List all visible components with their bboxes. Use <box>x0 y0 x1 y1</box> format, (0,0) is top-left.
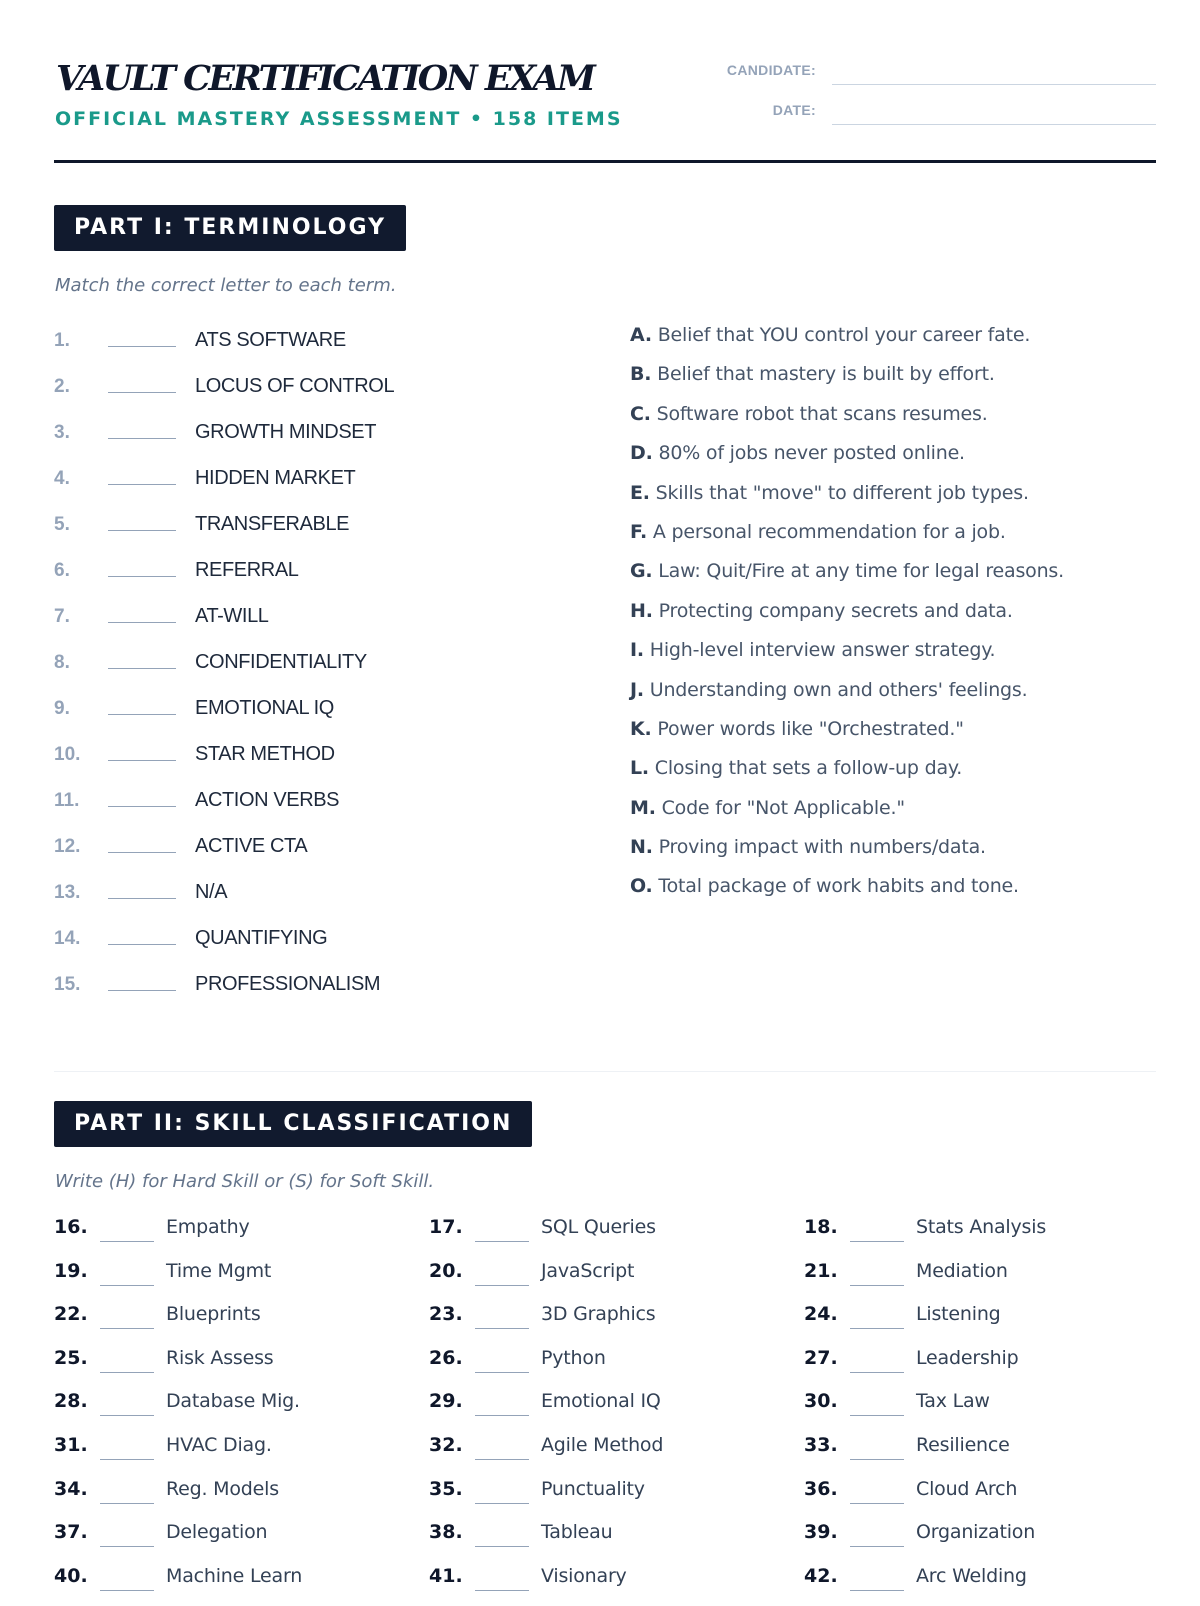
skill-item <box>804 1345 1164 1385</box>
skill-item <box>429 1345 789 1385</box>
answer-blank[interactable] <box>100 1328 154 1329</box>
definition-letter: A. <box>630 324 652 346</box>
definition-item <box>630 442 1170 481</box>
answer-blank[interactable] <box>108 944 176 945</box>
answer-blank[interactable] <box>100 1415 154 1416</box>
skill-label: Punctuality <box>541 1477 645 1500</box>
definition-item <box>630 324 1170 363</box>
skill-label: Tax Law <box>916 1390 990 1413</box>
definition-item <box>630 836 1170 875</box>
skill-label: Organization <box>916 1521 1036 1544</box>
term-number: 7. <box>54 606 70 627</box>
skill-row <box>54 1345 1164 1389</box>
term-number: 3. <box>54 422 70 443</box>
answer-blank[interactable] <box>108 438 176 439</box>
skill-item <box>54 1345 414 1385</box>
answer-blank[interactable] <box>100 1241 154 1242</box>
answer-blank[interactable] <box>108 392 176 393</box>
answer-blank[interactable] <box>475 1546 529 1547</box>
candidate-line[interactable] <box>832 84 1156 85</box>
term-label: AT-WILL <box>195 605 269 627</box>
term-label: REFERRAL <box>195 559 299 581</box>
skill-number: 40. <box>54 1564 88 1587</box>
skill-item <box>804 1476 1164 1516</box>
skill-number: 18. <box>804 1216 838 1238</box>
definition-letter: K. <box>630 717 652 740</box>
term-number: 13. <box>54 882 81 903</box>
term-label: STAR METHOD <box>195 743 335 765</box>
skill-number: 36. <box>804 1477 838 1500</box>
term-number: 11. <box>54 790 80 811</box>
answer-blank[interactable] <box>475 1328 529 1329</box>
answer-blank[interactable] <box>475 1590 529 1591</box>
header-divider <box>54 160 1156 163</box>
definition-letter: B. <box>630 363 652 386</box>
skill-label: Risk Assess <box>166 1346 274 1369</box>
terms-list <box>54 326 574 1016</box>
answer-blank[interactable] <box>100 1546 154 1547</box>
term-row <box>54 694 574 740</box>
definition-text: Code for "Not Applicable." <box>661 796 905 819</box>
definition-item <box>630 797 1170 836</box>
skill-item <box>429 1519 789 1559</box>
definition-text: Proving impact with numbers/data. <box>658 836 986 859</box>
skill-label: Resilience <box>916 1433 1010 1456</box>
definitions-list <box>630 324 1170 915</box>
term-number: 1. <box>54 330 70 351</box>
skill-label: Machine Learn <box>166 1564 303 1587</box>
skill-label: Stats Analysis <box>916 1216 1047 1238</box>
answer-blank[interactable] <box>100 1503 154 1504</box>
skill-item <box>804 1563 1164 1603</box>
skill-item <box>429 1476 789 1516</box>
skill-label: Visionary <box>541 1564 627 1587</box>
term-label: QUANTIFYING <box>195 927 328 949</box>
definition-text: Understanding own and others' feelings. <box>649 678 1028 701</box>
skill-number: 25. <box>54 1346 88 1369</box>
date-field <box>690 100 1156 124</box>
skill-item <box>429 1258 789 1298</box>
answer-blank[interactable] <box>108 714 176 715</box>
skill-number: 39. <box>804 1521 838 1544</box>
definition-letter: I. <box>630 639 644 662</box>
answer-blank[interactable] <box>475 1372 529 1373</box>
answer-blank[interactable] <box>475 1503 529 1504</box>
term-number: 4. <box>54 468 70 489</box>
definition-item <box>630 363 1170 402</box>
skill-label: HVAC Diag. <box>166 1433 272 1456</box>
term-row <box>54 832 574 878</box>
skill-row <box>54 1519 1164 1563</box>
answer-blank[interactable] <box>108 668 176 669</box>
skill-label: Delegation <box>166 1521 268 1544</box>
definition-text: 80% of jobs never posted online. <box>658 442 965 465</box>
term-number: 6. <box>54 560 70 581</box>
skill-item <box>429 1432 789 1472</box>
term-label: GROWTH MINDSET <box>195 421 377 443</box>
definition-item <box>630 482 1170 521</box>
skill-number: 42. <box>804 1564 838 1587</box>
skill-number: 20. <box>429 1259 463 1282</box>
definition-text: Protecting company secrets and data. <box>658 599 1013 622</box>
skill-label: Tableau <box>541 1521 613 1544</box>
section-divider <box>54 1071 1156 1072</box>
definition-letter: C. <box>630 402 651 425</box>
term-row <box>54 464 574 510</box>
skill-number: 17. <box>429 1216 463 1238</box>
answer-blank[interactable] <box>475 1415 529 1416</box>
date-line[interactable] <box>832 124 1156 125</box>
term-row <box>54 556 574 602</box>
skill-number: 41. <box>429 1564 463 1587</box>
definition-item <box>630 560 1170 599</box>
skill-label: Arc Welding <box>916 1564 1027 1587</box>
skill-number: 31. <box>54 1433 88 1456</box>
term-row <box>54 970 574 1016</box>
skills-grid <box>54 1214 1164 1606</box>
definition-letter: G. <box>630 560 653 583</box>
skill-number: 28. <box>54 1390 88 1413</box>
term-label: TRANSFERABLE <box>195 513 350 535</box>
definition-text: Total package of work habits and tone. <box>658 875 1019 898</box>
definition-item <box>630 521 1170 560</box>
skill-number: 35. <box>429 1477 463 1500</box>
answer-blank[interactable] <box>108 346 176 347</box>
term-label: PROFESSIONALISM <box>195 973 381 995</box>
term-number: 14. <box>54 928 81 949</box>
exam-title: VAULT CERTIFICATION EXAM <box>56 58 594 99</box>
definition-letter: H. <box>630 599 653 622</box>
skill-item <box>429 1388 789 1428</box>
term-row <box>54 924 574 970</box>
skill-label: Mediation <box>916 1259 1008 1282</box>
part-one-instructions: Match the correct letter to each term. <box>55 275 397 296</box>
definition-text: High-level interview answer strategy. <box>649 639 996 662</box>
skill-number: 21. <box>804 1259 838 1282</box>
definition-item <box>630 600 1170 639</box>
term-row <box>54 878 574 924</box>
skill-number: 24. <box>804 1303 838 1326</box>
answer-blank[interactable] <box>475 1241 529 1242</box>
skill-item <box>429 1563 789 1603</box>
skill-item <box>804 1214 1164 1254</box>
answer-blank[interactable] <box>108 622 176 623</box>
skill-number: 32. <box>429 1433 463 1456</box>
definition-letter: D. <box>630 442 653 465</box>
part-two-instructions: Write (H) for Hard Skill or (S) for Soft Skill. <box>55 1171 435 1192</box>
skill-row <box>54 1476 1164 1520</box>
answer-blank[interactable] <box>108 852 176 853</box>
definition-letter: N. <box>630 836 653 859</box>
term-number: 12. <box>54 836 81 857</box>
answer-blank[interactable] <box>108 760 176 761</box>
skill-label: Reg. Models <box>166 1477 279 1500</box>
skill-label: Time Mgmt <box>166 1259 272 1282</box>
answer-blank[interactable] <box>850 1590 904 1591</box>
skill-label: Database Mig. <box>166 1390 300 1413</box>
term-number: 9. <box>54 698 70 719</box>
skill-item <box>804 1258 1164 1298</box>
definition-text: Power words like "Orchestrated." <box>657 717 964 740</box>
term-row <box>54 510 574 556</box>
skill-row <box>54 1214 1164 1258</box>
skill-number: 19. <box>54 1259 88 1282</box>
term-label: ACTION VERBS <box>195 789 340 811</box>
skill-row <box>54 1388 1164 1432</box>
exam-subtitle: OFFICIAL MASTERY ASSESSMENT • 158 ITEMS <box>55 108 623 130</box>
answer-blank[interactable] <box>108 990 176 991</box>
term-label: ATS SOFTWARE <box>195 329 346 351</box>
term-number: 5. <box>54 514 70 535</box>
term-row <box>54 326 574 372</box>
skill-label: 3D Graphics <box>541 1303 656 1326</box>
answer-blank[interactable] <box>100 1285 154 1286</box>
definition-letter: M. <box>630 796 656 819</box>
answer-blank[interactable] <box>475 1459 529 1460</box>
skill-label: Leadership <box>916 1346 1019 1369</box>
candidate-field <box>690 60 1156 84</box>
skill-row <box>54 1432 1164 1476</box>
date-label: DATE: <box>772 102 816 118</box>
answer-blank[interactable] <box>108 576 176 577</box>
candidate-label: CANDIDATE: <box>726 62 816 78</box>
definition-letter: J. <box>630 678 644 701</box>
term-label: EMOTIONAL IQ <box>195 697 334 719</box>
term-row <box>54 602 574 648</box>
skill-item <box>429 1214 789 1254</box>
definition-text: Closing that sets a follow-up day. <box>654 757 963 780</box>
definition-item <box>630 679 1170 718</box>
definition-item <box>630 403 1170 442</box>
part-two-title: PART II: SKILL CLASSIFICATION <box>54 1101 532 1147</box>
definition-letter: L. <box>630 757 649 780</box>
definition-item <box>630 875 1170 914</box>
skill-label: JavaScript <box>541 1259 635 1282</box>
skill-number: 34. <box>54 1477 88 1500</box>
answer-blank[interactable] <box>108 806 176 807</box>
skill-row <box>54 1258 1164 1302</box>
skill-label: SQL Queries <box>541 1216 656 1238</box>
definition-item <box>630 757 1170 796</box>
skill-number: 37. <box>54 1521 88 1544</box>
definition-text: A personal recommendation for a job. <box>652 520 1006 543</box>
term-row <box>54 372 574 418</box>
skill-item <box>54 1432 414 1472</box>
skill-item <box>804 1519 1164 1559</box>
skill-row <box>54 1301 1164 1345</box>
definition-letter: O. <box>630 875 653 898</box>
answer-blank[interactable] <box>475 1285 529 1286</box>
skill-item <box>54 1214 414 1254</box>
skill-item <box>429 1301 789 1341</box>
answer-blank[interactable] <box>100 1590 154 1591</box>
answer-blank[interactable] <box>850 1415 904 1416</box>
answer-blank[interactable] <box>108 484 176 485</box>
definition-letter: E. <box>630 481 650 504</box>
term-label: LOCUS OF CONTROL <box>195 375 395 397</box>
definition-text: Belief that YOU control your career fate. <box>657 324 1031 346</box>
term-row <box>54 740 574 786</box>
answer-blank[interactable] <box>850 1241 904 1242</box>
term-label: ACTIVE CTA <box>195 835 308 857</box>
answer-blank[interactable] <box>100 1459 154 1460</box>
definition-letter: F. <box>630 520 648 543</box>
answer-blank[interactable] <box>100 1372 154 1373</box>
answer-blank[interactable] <box>850 1328 904 1329</box>
answer-blank[interactable] <box>850 1503 904 1504</box>
skill-item <box>804 1432 1164 1472</box>
skill-number: 38. <box>429 1521 463 1544</box>
part-one-title: PART I: TERMINOLOGY <box>54 205 406 251</box>
skill-label: Emotional IQ <box>541 1390 661 1413</box>
term-number: 8. <box>54 652 70 673</box>
answer-blank[interactable] <box>108 898 176 899</box>
definition-text: Belief that mastery is built by effort. <box>657 363 995 386</box>
skill-item <box>54 1519 414 1559</box>
skill-number: 27. <box>804 1346 838 1369</box>
definition-item <box>630 718 1170 757</box>
answer-blank[interactable] <box>850 1459 904 1460</box>
skill-number: 29. <box>429 1390 463 1413</box>
skill-item <box>54 1563 414 1603</box>
answer-blank[interactable] <box>850 1546 904 1547</box>
skill-label: Blueprints <box>166 1303 261 1326</box>
skill-number: 16. <box>54 1216 88 1238</box>
term-number: 2. <box>54 376 70 397</box>
term-row <box>54 786 574 832</box>
skill-item <box>54 1388 414 1428</box>
skill-number: 33. <box>804 1433 838 1456</box>
term-label: CONFIDENTIALITY <box>195 651 367 673</box>
skill-item <box>54 1476 414 1516</box>
term-number: 15. <box>54 974 81 995</box>
skill-label: Agile Method <box>541 1433 664 1456</box>
skill-item <box>804 1301 1164 1341</box>
definition-text: Software robot that scans resumes. <box>656 402 988 425</box>
answer-blank[interactable] <box>850 1372 904 1373</box>
definition-text: Law: Quit/Fire at any time for legal reasons. <box>658 560 1064 583</box>
definition-item <box>630 639 1170 678</box>
term-number: 10. <box>54 744 81 765</box>
skill-item <box>804 1388 1164 1428</box>
term-row <box>54 648 574 694</box>
skill-item <box>54 1258 414 1298</box>
term-row <box>54 418 574 464</box>
skill-label: Python <box>541 1346 606 1369</box>
skill-number: 22. <box>54 1303 88 1326</box>
skill-label: Empathy <box>166 1216 250 1238</box>
answer-blank[interactable] <box>108 530 176 531</box>
skill-number: 26. <box>429 1346 463 1369</box>
skill-label: Listening <box>916 1303 1001 1326</box>
skill-number: 30. <box>804 1390 838 1413</box>
skill-label: Cloud Arch <box>916 1477 1018 1500</box>
skill-item <box>54 1301 414 1341</box>
definition-text: Skills that "move" to different job types. <box>655 481 1029 504</box>
term-label: HIDDEN MARKET <box>195 467 356 489</box>
answer-blank[interactable] <box>850 1285 904 1286</box>
skill-number: 23. <box>429 1303 463 1326</box>
term-label: N/A <box>195 881 228 903</box>
